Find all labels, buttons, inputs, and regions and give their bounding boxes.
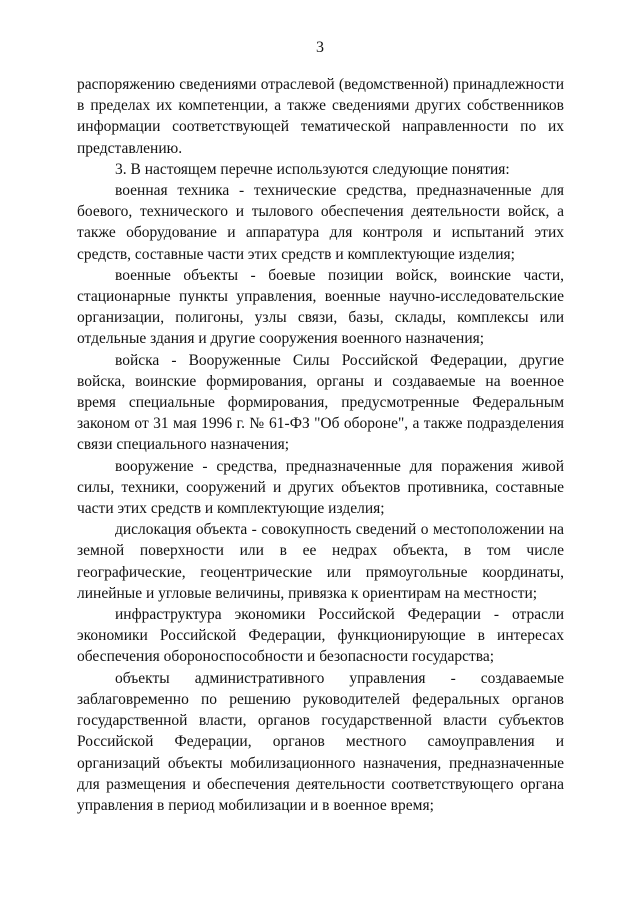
paragraph-definitions-intro: 3. В настоящем перечне используются следующие понятия: bbox=[115, 160, 510, 178]
paragraph-object-dislocation: дислокация объекта - совокупность сведений о местоположении на земной поверхности или в ее недрах объекта, в том числе географические, геоцентрические или прямоугольные координаты, линейные и угловые величины, привязка к ориентирам на местности; bbox=[77, 521, 564, 602]
paragraph-military-equipment: военная техника - технические средства, предназначенные для боевого, технического и тылового обеспечения деятельности войск, а также оборудование и аппаратура для контроля и испытаний этих средств, составные части этих средств и комплектующие изделия; bbox=[77, 182, 564, 263]
page-number: 3 bbox=[316, 39, 324, 56]
paragraph-military-objects: военные объекты - боевые позиции войск, воинские части, стационарные пункты управления, военные научно-исследовательские организации, полигоны, узлы связи, базы, склады, комплексы или отдельные здания и другие сооружения военного назначения; bbox=[77, 266, 564, 348]
paragraph-economy-infrastructure: инфраструктура экономики Российской Федерации - отрасли экономики Российской Федерации, функционирующие в интересах обеспечения обороноспособности и безопасности государства; bbox=[77, 606, 564, 666]
paragraph-administrative-objects: объекты административного управления - создаваемые заблаговременно по решению руководителей федеральных органов государственной власти, органов государственной власти субъектов Российской Федерации, органов местного самоуправления и организаций объекты мобилизационного назначения, предназначенные для размещения и обеспечения деятельности соответствующего органа управления в период мобилизации и в военное время; bbox=[77, 669, 564, 814]
paragraph-continuation: распоряжению сведениями отраслевой (ведомственной) принадлежности в пределах их компетенции, а также сведениями других собственников информации соответствующей тематической направленности по их представлению. bbox=[77, 76, 564, 157]
document-body bbox=[77, 74, 564, 816]
paragraph-armament: вооружение - средства, предназначенные для поражения живой силы, техники, сооружений и других объектов противника, составные части этих средств и комплектующие изделия; bbox=[77, 457, 564, 518]
paragraph-troops: войска - Вооруженные Силы Российской Федерации, другие войска, воинские формирования, органы и создаваемые на военное время специальные формирования, предусмотренные Федеральным законом от 31 мая 1996 г. № 61-ФЗ "Об обороне", а также подразделения связи специального назначения; bbox=[77, 351, 564, 454]
